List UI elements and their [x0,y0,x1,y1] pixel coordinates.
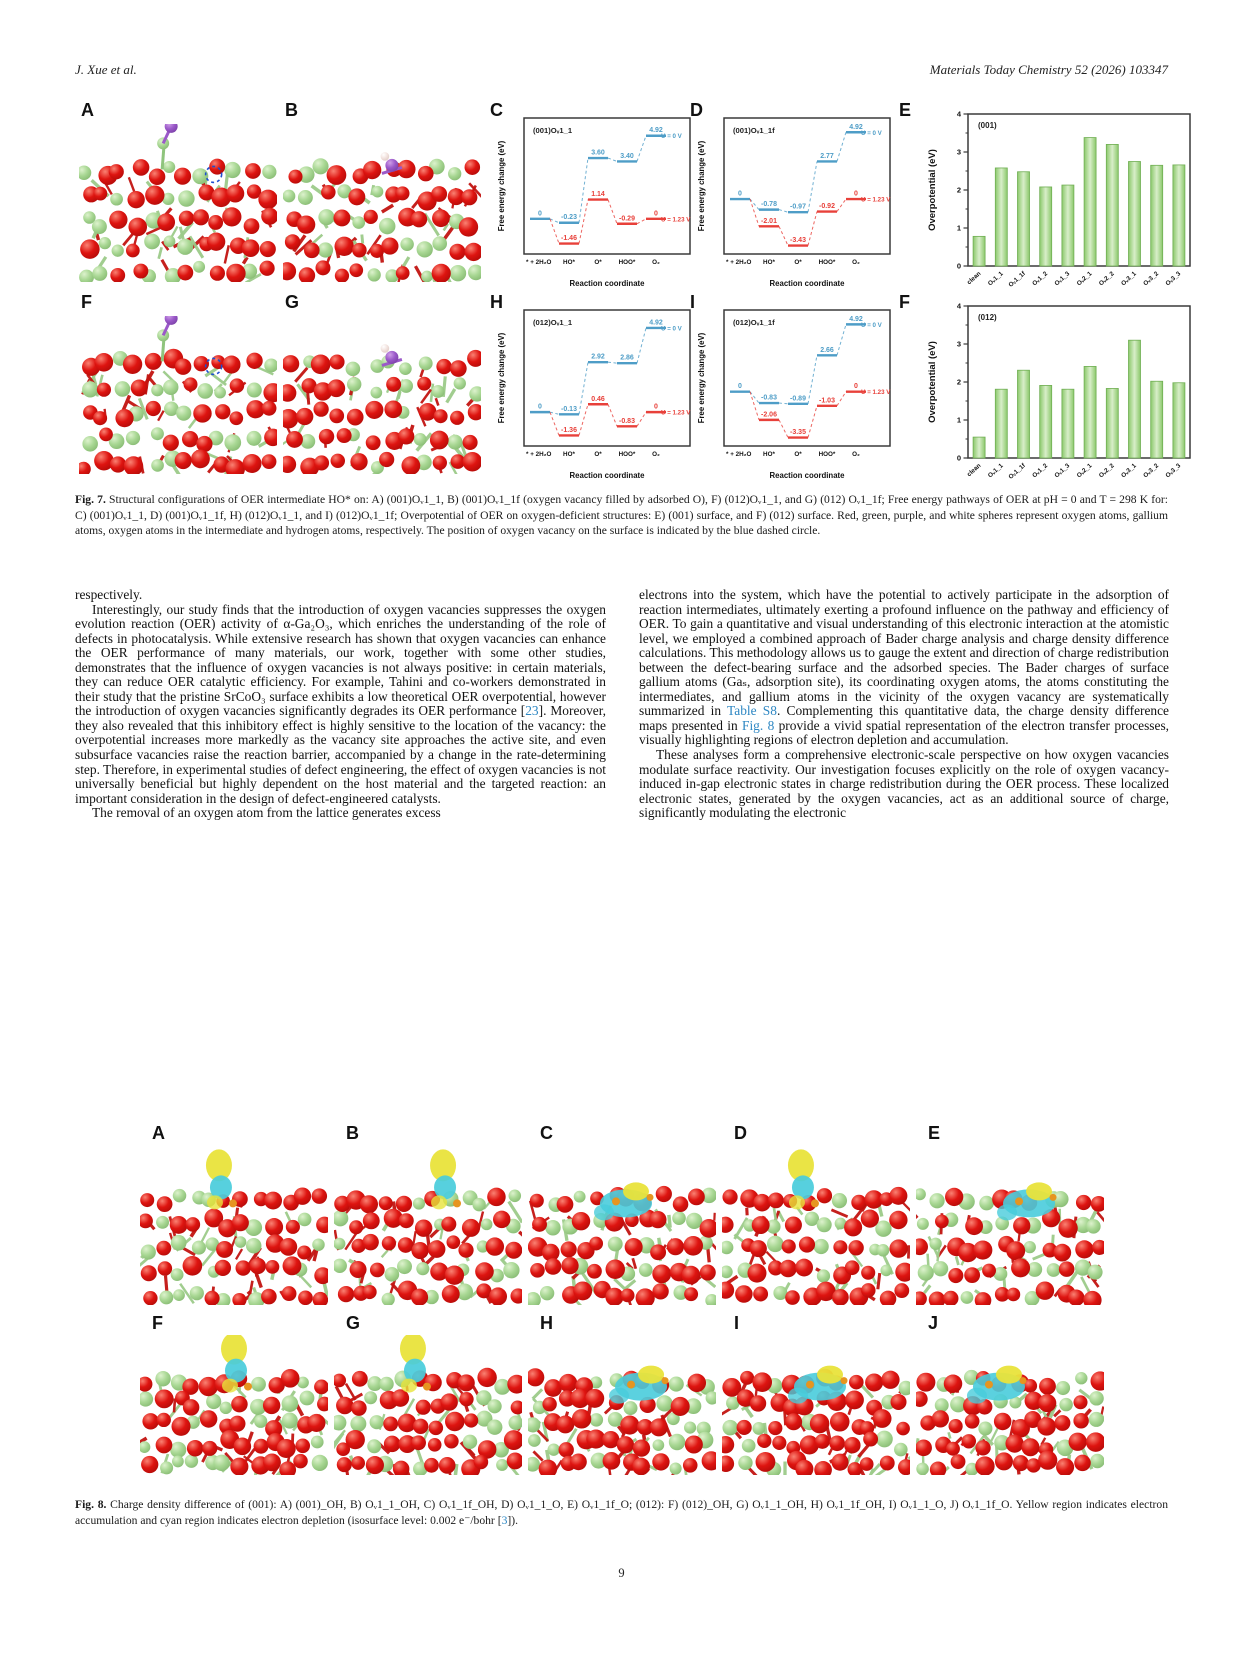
fig8-charge-density-D [722,1145,910,1305]
fig7-panel-letter-H: H [490,292,503,312]
bar [1084,366,1096,458]
legend-u123: U = 1.23 V [861,389,891,397]
running-head-journal: Materials Today Chemistry 52 (2026) 103347 [929,62,1168,77]
x-tick-label: O* [794,451,802,458]
energy-level-value: 3.40 [620,152,634,160]
bar [1151,165,1163,266]
x-tick-label: HO* [763,451,775,458]
fig8-panel-letter-G: G [346,1313,361,1333]
bar [1018,172,1030,266]
x-tick-label: Oᵥ2_1 [1075,462,1094,480]
x-tick-label: O₂ [652,451,660,458]
body-left-column [75,588,606,821]
energy-diagram-H [494,294,694,482]
figure-7-caption-text: Structural configurations of OER intermediate HO* on: A) (001)Oᵥ1_1, B) (001)Oᵥ1_1f (oxygen vacancy filled by adsorbed O), F) (012)Oᵥ1_1, and G) (012) Oᵥ1_1f; Free energy pathways of OER at pH = 0 and T = 298 K for: C) (001)Oᵥ1_1, D) (001)Oᵥ1_1f, H) (012)Oᵥ1_1, and I) (012)Oᵥ1_1f; Overpotential of OER on oxygen-deficient structures: E) (001) surface, and F) (012) surface. Red, green, purple, and white spheres represent oxygen atoms, gallium atoms, oxygen atoms in the intermediate and hydrogen atoms, respectively. The position of oxygen vacancy on the surface is indicated by the blue dashed circle. [75,493,1169,538]
electron-accumulation-region [817,1366,843,1384]
energy-level-value: -2.06 [761,411,777,419]
bar [1040,385,1052,458]
y-axis-label: Free energy change (eV) [497,332,506,424]
y-tick-label: 2 [956,185,961,195]
y-axis-label: Free energy change (eV) [497,140,506,232]
energy-level-value: 0 [738,383,742,391]
figure-7-caption [75,492,1168,539]
body-paragraph: These analyses form a comprehensive electronic-scale perspective on how oxygen vacancies modulate surface reactivity. Our investigation focuses explicitly on the role of oxygen vacancy-induced in-gap electronic states in charge redistribution during the OER process. These localized electronic states, generated by the oxygen vacancies, act as an additional source of charge, significantly modulating the electronic [639,747,1169,821]
x-tick-label: * + 2H₂O [726,259,752,266]
x-axis-label: Reaction coordinate [769,471,845,480]
fig8-charge-density-H [528,1335,716,1475]
bar [1106,388,1118,458]
overpotential-bar-chart-(012) [913,294,1198,494]
page-number: 9 [618,1566,625,1580]
bar [1040,187,1052,266]
inline-reference-link[interactable]: 3 [501,1513,508,1527]
fig8-panel-letter-C: C [540,1123,553,1143]
body-paragraph: respectively. [75,587,143,602]
bar [995,168,1007,266]
legend-u0: U = 0 V [661,133,682,141]
y-axis-label: Free energy change (eV) [697,140,706,232]
bar [1106,144,1118,266]
chart-title: (001) [978,121,997,130]
bar [1062,185,1074,266]
figure-7 [75,100,1183,488]
inline-reference-link[interactable]: Fig. 8 [742,717,775,733]
body-right-column [639,588,1169,821]
x-tick-label: Oᵥ3_1 [1119,270,1138,288]
x-tick-label: Oᵥ1_3 [1053,462,1072,480]
diagram-title: (001)Oᵥ1_1 [533,126,573,135]
diagram-title: (012)Oᵥ1_1f [733,318,775,327]
x-tick-label: * + 2H₂O [526,259,552,266]
x-tick-label: Oᵥ3_1 [1119,462,1138,480]
x-axis-label: Reaction coordinate [769,279,845,288]
energy-diagram-D [694,102,894,290]
x-tick-label: Oᵥ2_1 [1075,270,1094,288]
x-tick-label: O* [594,259,602,266]
energy-level-value: -0.83 [761,394,777,402]
x-tick-label: HOO* [618,259,636,266]
energy-level-value: -1.36 [561,426,577,434]
energy-level-value: 2.77 [820,152,834,160]
x-tick-label: Oᵥ1_1 [986,462,1005,480]
diagram-title: (001)Oᵥ1_1f [733,126,775,135]
energy-level-value: -0.29 [619,215,635,223]
energy-level-value: -0.97 [790,203,806,211]
energy-level-value: 1.14 [591,191,605,199]
fig7-panel-letter-D: D [690,100,703,120]
energy-level-value: 2.92 [591,353,605,361]
fig7-panel-letter-G: G [285,292,300,312]
electron-accumulation-region [1026,1182,1052,1200]
energy-level-value: -0.83 [619,417,635,425]
fig8-charge-density-I [722,1335,910,1475]
energy-level-value: 0 [538,210,542,218]
energy-level-value: 4.92 [649,127,663,135]
figure-8-caption-text: Charge density difference of (001): A) (001)_OH, B) Oᵥ1_1_OH, C) Oᵥ1_1f_OH, D) Oᵥ1_1_O, E) Oᵥ1_1f_O; (012): F) (012)_OH, G) Oᵥ1_1_OH, H) Oᵥ1_1f_OH, I) Oᵥ1_1_O, J) Oᵥ1_1f_O. Yellow region indicates electron accumulation and cyan region indicates electron depletion (isosurface level: 0.002 e⁻/bohr [3]). [75,1498,1169,1527]
x-tick-label: clean [965,270,983,287]
fig7-structure-B [283,124,481,282]
body-paragraph: The removal of an oxygen atom from the lattice generates excess [92,805,441,821]
energy-level-value: 0 [854,190,858,198]
x-tick-label: Oᵥ3_3 [1164,462,1183,480]
y-tick-label: 4 [956,301,961,311]
x-tick-label: Oᵥ3_2 [1142,270,1161,288]
legend-u123: U = 1.23 V [661,216,691,224]
fig7-panel-letter-F: F [81,292,92,312]
bar [1129,162,1141,267]
x-tick-label: Oᵥ3_3 [1164,270,1183,288]
energy-level-value: 0 [538,403,542,411]
bar [1151,381,1163,458]
energy-level-value: -0.78 [761,201,777,209]
x-tick-label: O₂ [852,451,860,458]
fig8-charge-density-J [916,1335,1104,1475]
inline-reference-link[interactable]: Table S8 [727,703,777,719]
energy-level-value: -0.92 [819,203,835,211]
energy-level-value: 4.92 [849,315,863,323]
energy-level-value: -3.43 [790,237,806,245]
energy-level-value: 0 [854,383,858,391]
fig7-structure-A [79,124,277,282]
energy-level-value: -0.23 [561,214,577,222]
fig8-panel-letter-D: D [734,1123,747,1143]
bar [1129,340,1141,458]
legend-u0: U = 0 V [861,321,882,329]
figure-7-caption-label: Fig. 7. [75,493,106,506]
overpotential-bar-chart-(001) [913,102,1198,302]
y-tick-label: 2 [956,377,961,387]
running-head-authors: J. Xue et al. [75,62,137,77]
body-paragraph: electrons into the system, which have the potential to actively participate in the adsorption of reaction intermediates, ultimately exerting a profound influence on the pathway and efficiency of OER. To gain a quantitative and visual understanding of this electronic interaction at the atomistic level, we employed a combined approach of Bader charge analysis and charge density difference calculations. This methodology allows us to gauge the extent and direction of charge redistribution between the defect-bearing surface and the adsorbed species. The Bader charges of surface gallium atoms (Gaₛ, adsorption site), its coordinating oxygen atoms, the atoms constituting the intermediates, and gallium atoms in the vicinity of the oxygen vacancy are systematically summarized in Table S8. Complementing this quantitative data, the charge density difference maps presented in Fig. 8 provide a vivid spatial representation of the electron transfer processes, visually highlighting regions of electron depletion and accumulation. [639,587,1170,748]
energy-level-value: -0.89 [790,395,806,403]
energy-level-value: 0 [654,210,658,218]
legend-u0: U = 0 V [661,325,682,333]
fig7-structure-G [283,316,481,474]
fig8-charge-density-A [140,1145,328,1305]
x-tick-label: Oᵥ1_2 [1031,270,1050,288]
energy-level-value: 4.92 [649,319,663,327]
fig7-structure-F [79,316,277,474]
fig8-charge-density-B [334,1145,522,1305]
fig7-panel-letter-A: A [81,100,94,120]
fig8-panel-letter-I: I [734,1313,740,1333]
electron-accumulation-region [638,1366,664,1384]
body-paragraph: Interestingly, our study finds that the introduction of oxygen vacancies suppresses the oxygen evolution reaction (OER) activity of α-Ga₂O₃, which enriches the understanding of the role of defects in photocatalysis. While extensive research has shown that oxygen vacancies can enhance the OER performance of many materials, our work, together with some other studies, demonstrates that the influence of oxygen vacancies is not always positive: in certain materials, they can reduce OER catalytic efficiency. For example, Tahini and co-workers demonstrated in their study that the pristine SrCoO₃ surface exhibits a low theoretical OER overpotential, however the introduction of oxygen vacancies significantly degrades its OER performance [23]. Moreover, they also revealed that this inhibitory effect is highly sensitive to the location of the vacancy: the overpotential increases more markedly as the vacancy site approaches the active site, and even subsurface vacancies raise the reaction barrier, accompanied by a change in the rate-determining step. Therefore, in experimental studies of defect engineering, the effect of oxygen vacancies is not universally beneficial but highly dependent on the host material and the targeted reaction: an important consideration in the design of defect-engineered catalysts. [75,601,606,806]
energy-level-value: -1.03 [819,397,835,405]
figure-8-caption-label: Fig. 8. [75,1498,107,1511]
energy-level-value: -1.46 [561,235,577,243]
x-tick-label: O₂ [852,259,860,266]
bar [1084,138,1096,266]
legend-u123: U = 1.23 V [861,196,891,204]
energy-diagram-C [494,102,694,290]
y-tick-label: 0 [956,261,961,271]
energy-level-value: 3.60 [591,149,605,157]
y-tick-label: 3 [956,339,961,349]
legend-u123: U = 1.23 V [661,409,691,417]
x-tick-label: O* [794,259,802,266]
x-tick-label: Oᵥ2_2 [1097,462,1116,480]
diagram-title: (012)Oᵥ1_1 [533,318,573,327]
x-tick-label: Oᵥ1_1f [1007,270,1027,289]
x-tick-label: Oᵥ1_1f [1007,462,1027,481]
inline-reference-link[interactable]: 23 [525,703,539,719]
y-tick-label: 1 [956,415,961,425]
electron-accumulation-region [623,1182,649,1200]
x-tick-label: HO* [563,451,575,458]
y-axis-label: Overpotential (eV) [927,149,938,231]
fig7-panel-letter-C: C [490,100,503,120]
bar [1173,165,1185,266]
x-tick-label: clean [965,462,983,479]
x-axis-label: Reaction coordinate [569,279,645,288]
fig8-charge-density-F [140,1335,328,1475]
energy-level-value: 4.92 [849,123,863,131]
energy-level-value: -0.13 [561,405,577,413]
bar [1173,383,1185,458]
bar [973,437,985,458]
fig7-panel-letter-I: I [690,292,696,312]
y-axis-label: Overpotential (eV) [927,341,938,423]
x-tick-label: HOO* [818,451,836,458]
y-tick-label: 3 [956,147,961,157]
x-tick-label: HO* [763,259,775,266]
x-tick-label: * + 2H₂O [726,451,752,458]
x-tick-label: Oᵥ1_2 [1031,462,1050,480]
energy-level-value: 0 [654,403,658,411]
x-tick-label: O* [594,451,602,458]
bar [973,236,985,266]
fig7-panel-letter-B: B [285,100,298,120]
x-tick-label: Oᵥ2_2 [1097,270,1116,288]
fig8-panel-letter-F: F [152,1313,163,1333]
x-axis-label: Reaction coordinate [569,471,645,480]
x-tick-label: Oᵥ3_2 [1142,462,1161,480]
fig8-charge-density-E [916,1145,1104,1305]
x-tick-label: * + 2H₂O [526,451,552,458]
fig8-charge-density-C [528,1145,716,1305]
energy-diagram-I [694,294,894,482]
figure-8 [138,1075,1110,1475]
bar [1062,389,1074,458]
fig8-charge-density-G [334,1335,522,1475]
fig8-panel-letter-J: J [928,1313,939,1333]
figure-8-caption [75,1497,1168,1528]
chart-title: (012) [978,313,997,322]
y-axis-label: Free energy change (eV) [697,332,706,424]
bar [995,389,1007,458]
x-tick-label: Oᵥ1_1 [986,270,1005,288]
energy-level-value: -2.01 [761,217,777,225]
fig7-panel-letter-bar-(012): F [899,292,910,312]
energy-level-value: 2.86 [620,354,634,362]
fig8-panel-letter-B: B [346,1123,359,1143]
x-tick-label: Oᵥ1_3 [1053,270,1072,288]
bar [1018,370,1030,458]
energy-level-value: 0 [738,190,742,198]
fig8-panel-letter-H: H [540,1313,553,1333]
fig8-panel-letter-A: A [152,1123,165,1143]
x-tick-label: O₂ [652,259,660,266]
x-tick-label: HO* [563,259,575,266]
fig8-panel-letter-E: E [928,1123,941,1143]
y-tick-label: 4 [956,109,961,119]
energy-level-value: 0.46 [591,395,605,403]
energy-level-value: 2.66 [820,346,834,354]
legend-u0: U = 0 V [861,129,882,137]
fig7-panel-letter-bar-(001): E [899,100,912,120]
x-tick-label: HOO* [618,451,636,458]
electron-accumulation-region [996,1366,1022,1384]
y-tick-label: 1 [956,223,961,233]
y-tick-label: 0 [956,453,961,463]
energy-level-value: -3.35 [790,429,806,437]
x-tick-label: HOO* [818,259,836,266]
